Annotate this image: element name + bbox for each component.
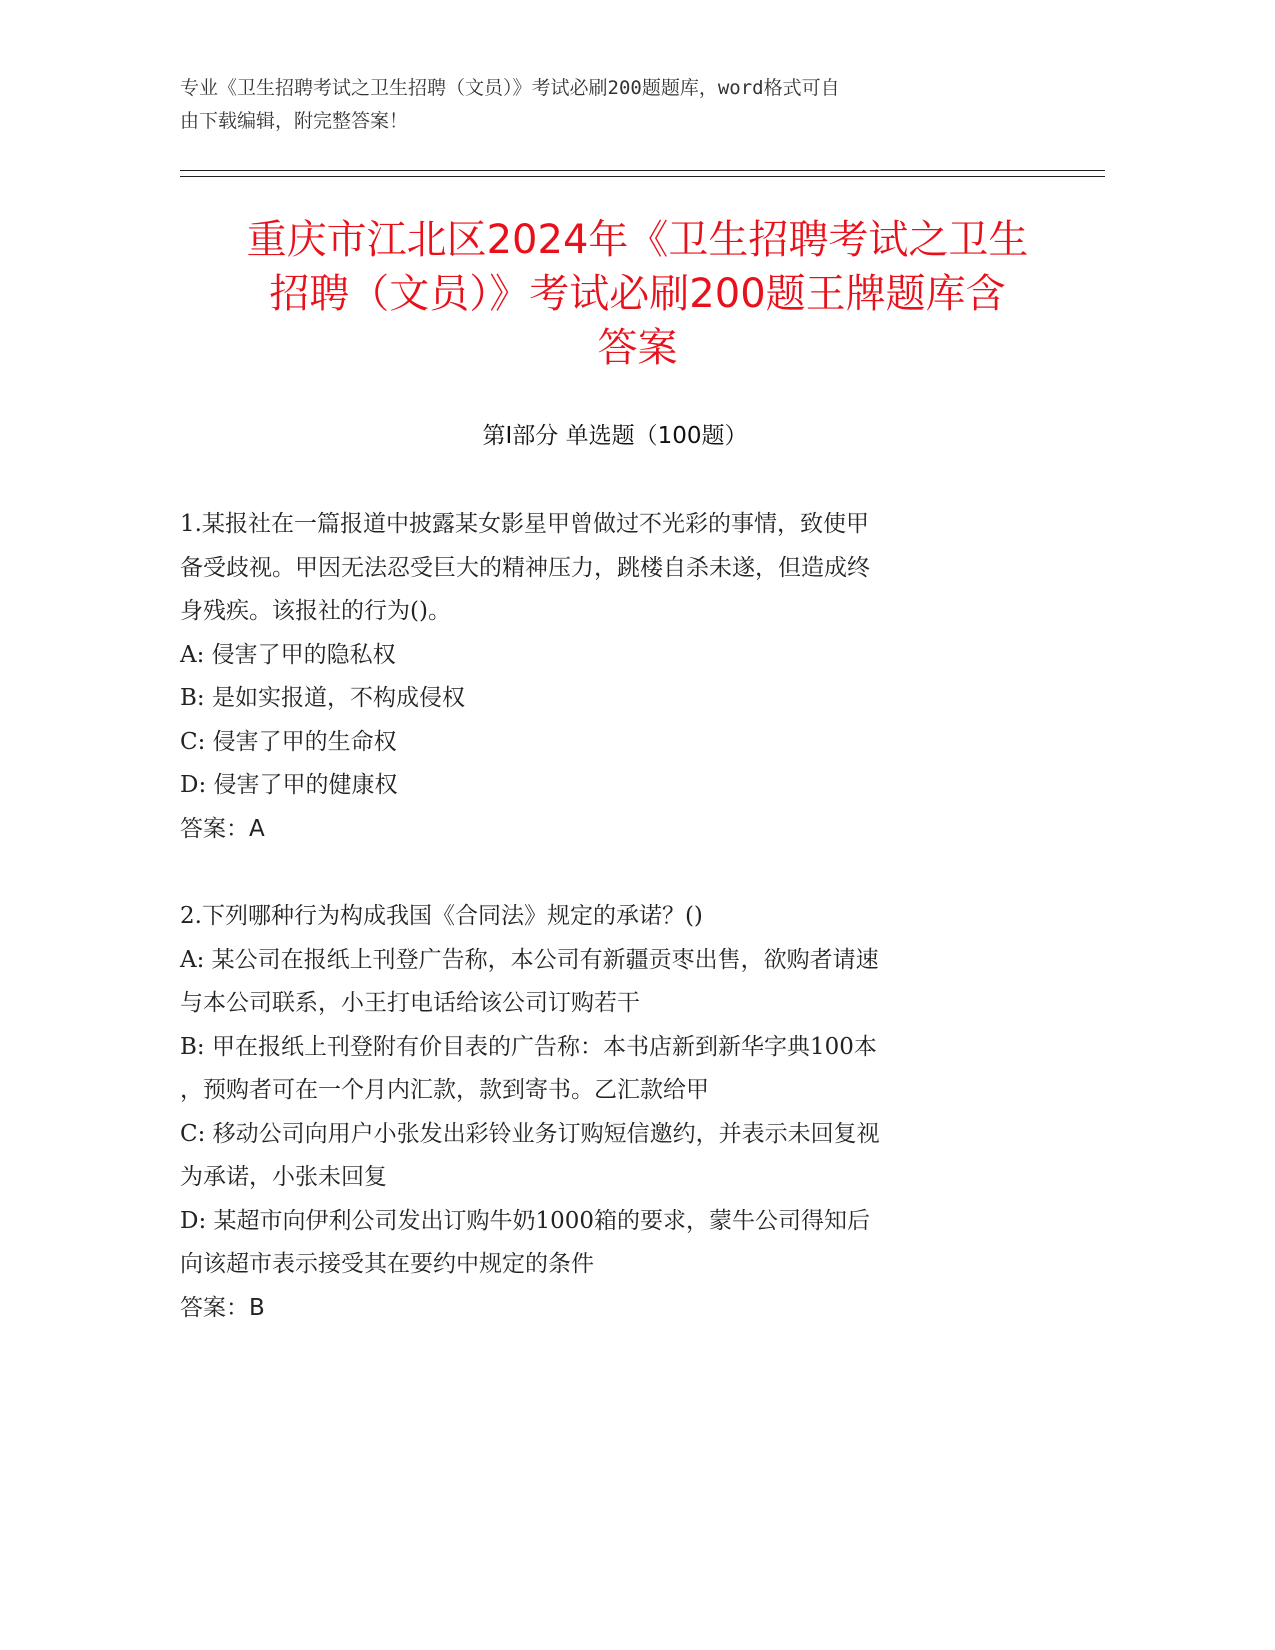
title-line: 答案	[597, 325, 678, 371]
question-stem-line: 2.下列哪种行为构成我国《合同法》规定的承诺？()	[180, 903, 703, 929]
option-a-line: 与本公司联系，小王打电话给该公司订购若干	[180, 990, 640, 1016]
option-b-line: ，预购者可在一个月内汇款，款到寄书。乙汇款给甲	[180, 1077, 709, 1103]
question-1	[180, 503, 1030, 851]
question-stem-line: 备受歧视。甲因无法忍受巨大的精神压力，跳楼自杀未遂，但造成终	[180, 554, 870, 581]
header-divider-bottom	[180, 176, 1105, 177]
option-c-line: 为承诺，小张未回复	[180, 1164, 387, 1190]
option-a: A: 侵害了甲的隐私权	[180, 641, 396, 668]
option-b-line: B: 甲在报纸上刊登附有价目表的广告称：本书店新到新华字典100本	[180, 1033, 877, 1060]
option-b: B: 是如实报道，不构成侵权	[180, 685, 465, 711]
header-note-line: 专业《卫生招聘考试之卫生招聘（文员）》考试必刷200题题库，word格式可自	[180, 77, 840, 99]
question-stem-line: 身残疾。该报社的行为()。	[180, 598, 451, 624]
option-d: D: 侵害了甲的健康权	[180, 772, 398, 798]
question-stem-line: 1.某报社在一篇报道中披露某女影星甲曾做过不光彩的事情，致使甲	[180, 511, 869, 537]
title-line: 重庆市江北区2024年《卫生招聘考试之卫生	[246, 217, 1029, 263]
document-title	[170, 213, 1105, 375]
option-c-line: C: 移动公司向用户小张发出彩铃业务订购短信邀约，并表示未回复视	[180, 1120, 880, 1147]
question-2	[180, 895, 1030, 1330]
option-d-line: 向该超市表示接受其在要约中规定的条件	[180, 1251, 594, 1277]
answer-label: 答案：B	[180, 1294, 265, 1321]
title-line: 招聘（文员）》考试必刷200题王牌题库含	[269, 271, 1006, 317]
answer-label: 答案：A	[180, 815, 265, 842]
option-d-line: D: 某超市向伊利公司发出订购牛奶1000箱的要求，蒙牛公司得知后	[180, 1207, 871, 1234]
document-header-note	[180, 72, 1060, 138]
section-heading: 第Ⅰ部分 单选题（100题）	[482, 423, 748, 449]
header-note-line: 由下载编辑，附完整答案！	[180, 110, 409, 132]
header-divider-top	[180, 170, 1105, 171]
option-c: C: 侵害了甲的生命权	[180, 728, 397, 755]
option-a-line: A: 某公司在报纸上刊登广告称，本公司有新疆贡枣出售，欲购者请速	[180, 946, 879, 973]
